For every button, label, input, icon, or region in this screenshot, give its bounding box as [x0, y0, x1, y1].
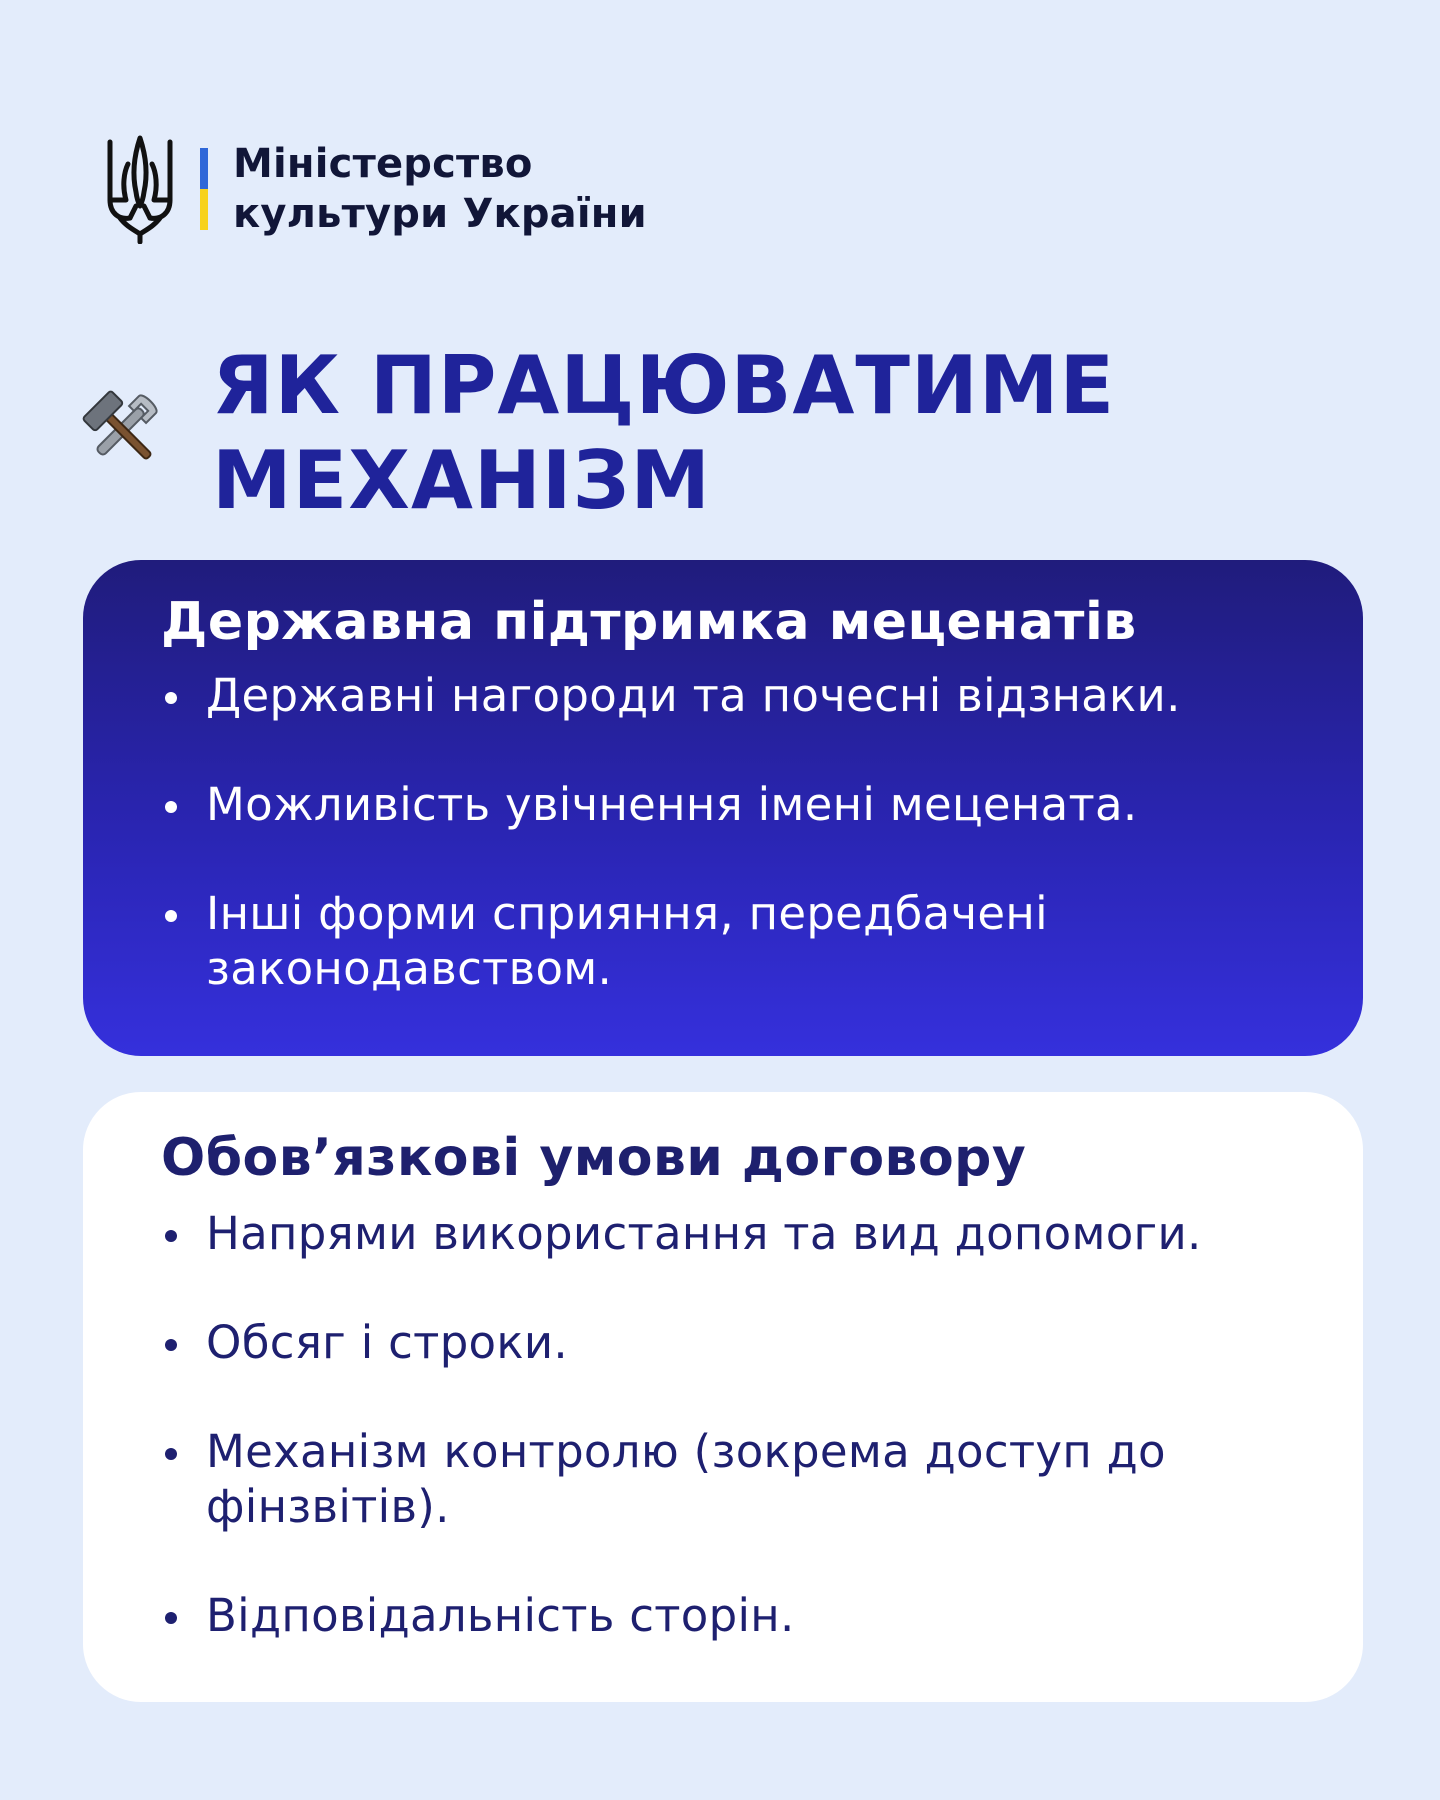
ministry-logo	[106, 133, 647, 245]
list-item-text: Інші форми сприяння, передбачені законодавством.	[206, 887, 1048, 995]
list-item	[161, 777, 1363, 832]
contract-card	[83, 1092, 1363, 1702]
list-item-text: Обсяг і строки.	[206, 1316, 569, 1369]
page-title	[212, 338, 1115, 528]
support-list	[161, 668, 1363, 996]
list-item-text: Державні нагороди та почесні відзнаки.	[206, 669, 1181, 722]
list-item	[161, 668, 1363, 723]
list-item	[161, 1588, 1363, 1643]
list-item	[161, 1206, 1363, 1261]
title-line1: ЯК ПРАЦЮВАТИМЕ	[212, 339, 1116, 432]
contract-card-heading: Обов’язкові умови договору	[161, 1128, 1027, 1188]
bullet-dot	[165, 1230, 177, 1242]
contract-list	[161, 1206, 1363, 1643]
support-card	[83, 560, 1363, 1056]
list-item-text: Можливість увічнення імені мецената.	[206, 778, 1138, 831]
list-item-text: Механізм контролю (зокрема доступ до фінзвітів).	[206, 1425, 1166, 1533]
list-item-text: Напрями використання та вид допомоги.	[206, 1207, 1202, 1260]
list-item-text: Відповідальність сторін.	[206, 1589, 795, 1642]
bullet-dot	[165, 910, 177, 922]
title-line2: МЕХАНІЗМ	[212, 434, 712, 527]
list-item	[161, 886, 1363, 996]
bullet-dot	[165, 1339, 177, 1351]
hammer-and-wrench-icon	[80, 388, 164, 472]
trident-coat-of-arms-icon	[106, 134, 174, 244]
bullet-dot	[165, 1612, 177, 1624]
organization-name	[233, 139, 647, 239]
bullet-dot	[165, 1448, 177, 1460]
org-name-line2: культури України	[233, 191, 647, 237]
bullet-dot	[165, 801, 177, 813]
list-item	[161, 1424, 1363, 1534]
support-card-heading: Державна підтримка меценатів	[161, 592, 1137, 652]
title-block	[80, 338, 1360, 528]
ukraine-flag-bar	[200, 148, 208, 230]
org-name-line1: Міністерство	[233, 141, 533, 187]
bullet-dot	[165, 692, 177, 704]
list-item	[161, 1315, 1363, 1370]
